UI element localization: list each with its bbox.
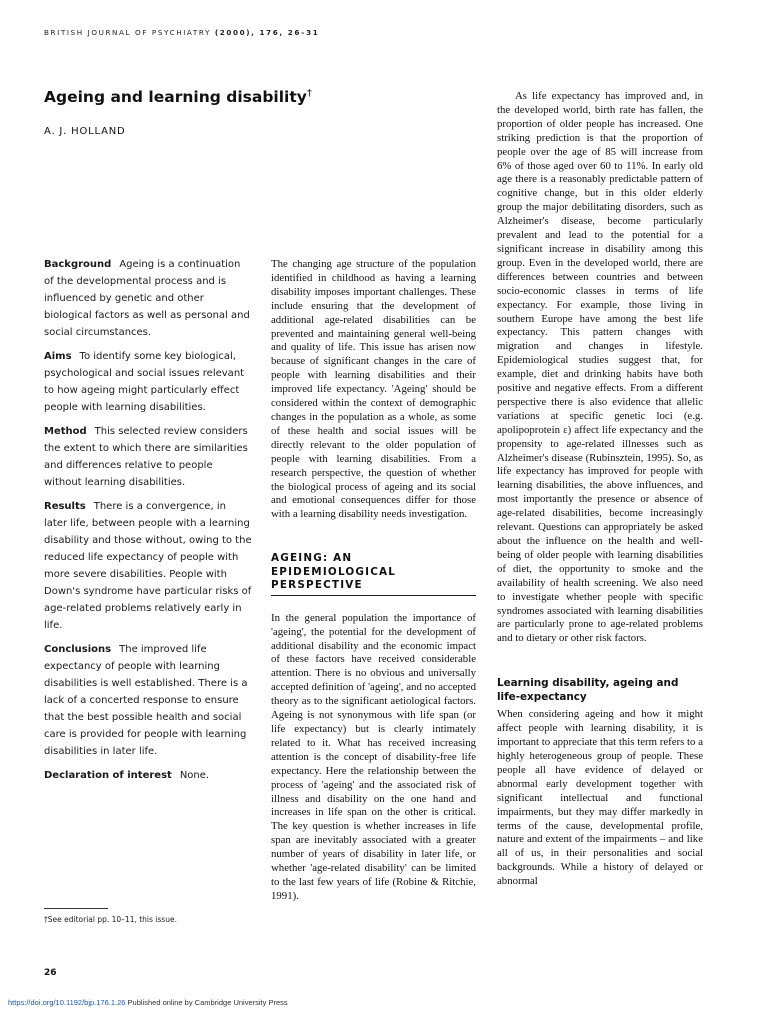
- abstract-conclusions: [44, 641, 252, 760]
- body-paragraph: As life expectancy has improved and, in the developed world, birth rate has fallen, the proportion of older people has increased. One striking prediction is that the proportion of people over the age of 85 will increase from 6% of those aged over 60 to 11%. In early old age there is a reasonably predictable pattern of cognitive change, but in this older elderly group the major debilitating disorders, such as Alzheimer's disease, become particularly prevalent and lead to the potential for a significant increase in disability among this group. Even in the developed world, there are differences between countries and between socio-economic classes in terms of life expectancy. For example, those living in southern Europe have among the best life expectancy. This pattern changes with migration and changes in lifestyle. Epidemiological studies suggest that, for example, diet and drinking habits have both positive and negative effects. From a different perspective there is also evidence that allelic variations at specific genetic loci (e.g. apolipoprotein ε) affect life expectancy and the propensity to age-related illnesses such as Alzheimer's disease (Rubinsztein, 1995). So, as life expectancy has improved for people with learning disabilities, the above influences, and most importantly the presence or absence of age-related disabilities, become increasingly relevant. Questions can appropriately be asked about the influence on the health and well-being of older people with learning disabilities of diet, the opportunity to smoke and the availability of health screening. We also need to investigate whether people with specific syndromes associated with learning disabilities are particularly prone to age-related problems and to dietary or other risk factors.: [497, 90, 703, 645]
- journal-citation: (2000), 176, 26–31: [214, 28, 320, 37]
- body-paragraph: When considering ageing and how it might affect people with learning disability, it is important to appreciate that this term refers to a highly heterogeneous group of people. These people all have evidence of delayed or abnormal early development together with significant intellectual and functional impairments, but they may differ markedly in terms of the cause, developmental profile, nature and extent of the impairments – and like all of us, in their personalities and social backgrounds. While a history of delayed or abnormal: [497, 708, 703, 888]
- abstract-label: Results: [44, 501, 86, 512]
- journal-name: BRITISH JOURNAL OF PSYCHIATRY: [44, 28, 212, 37]
- body-paragraph: In the general population the importance of 'ageing', the potential for the development of additional disability and the economic impact of these factors have received considerable attention. There is no obvious and universally accepted definition of 'ageing', and no accepted theory as to the significant aetiological factors. Ageing is not synonymous with life span (or life expectancy) but is clearly intimately related to it. What has received increasing attention is the concept of disability-free life expectancy. Here the relationship between the process of 'ageing' and the associated risk of illness and disability on the one hand and increases in life span on the other is critical. The key question is whether increases in life span are inevitably associated with a greater number of years of disability in later life, or whether 'age-related disability' can be limited to the last few years of life (Robine & Ritchie, 1991).: [271, 611, 476, 902]
- abstract-aims: [44, 348, 252, 416]
- footnote-rule: [44, 908, 108, 909]
- subsection-heading-life-expectancy: Learning disability, ageing and life-expectancy: [497, 677, 679, 704]
- abstract-declaration: [44, 767, 252, 784]
- abstract-label: Aims: [44, 351, 72, 362]
- abstract-text: None.: [179, 770, 210, 781]
- abstract-label: Declaration of interest: [44, 770, 172, 781]
- abstract-text: This selected review considers the extent to which there are similarities and differences relative to people without learning disabilities.: [44, 426, 248, 488]
- title-footnote-mark: †: [306, 88, 312, 99]
- abstract-label: Conclusions: [44, 644, 112, 655]
- page-number: 26: [44, 968, 57, 978]
- abstract-text: Ageing is a continuation of the developmental process and is influenced by genetic and other biological factors as well as personal and social circumstances.: [44, 259, 250, 338]
- author-name: A. J. HOLLAND: [44, 126, 126, 137]
- footnote: †See editorial pp. 10–11, this issue.: [44, 915, 177, 924]
- section-heading-epidemiology: AGEING: AN EPIDEMIOLOGICAL PERSPECTIVE: [271, 552, 476, 596]
- abstract-text: To identify some key biological, psychological and social issues relevant to how ageing might particularly effect people with learning disabilities.: [44, 351, 245, 413]
- abstract-background: [44, 256, 252, 341]
- body-column-middle: [271, 258, 476, 904]
- body-column-right: [497, 90, 703, 889]
- doi-line: [8, 998, 288, 1007]
- doi-link[interactable]: https://doi.org/10.1192/bjp.176.1.26: [8, 998, 126, 1007]
- abstract-text: The improved life expectancy of people with learning disabilities is well established. There is a lack of a concerted response to ensure that the best possible health and social care is provided for people with learning disabilities in later life.: [44, 644, 248, 757]
- abstract-label: Background: [44, 259, 112, 270]
- abstract-results: [44, 498, 252, 634]
- article-title-text: Ageing and learning disability: [44, 88, 307, 107]
- abstract-text: There is a convergence, in later life, between people with a learning disability and those without, owing to the reduced life expectancy of people with more severe disabilities. People with Down's syndrome have particular risks of age-related problems relatively early in life.: [44, 501, 252, 631]
- journal-header: [44, 28, 644, 37]
- abstract-label: Method: [44, 426, 87, 437]
- intro-paragraph: The changing age structure of the population identified in childhood as having a learning disability imposes important challenges. These include ensuring that the development of additional age-related disabilities can be prevented and maintaining general well-being and quality of life. This issue has arisen now because of significant changes in the care of people with learning disabilities and their improved life expectancy. 'Ageing' should be considered within the context of demographic changes in the population as a whole, as some of these health and social issues will be directly relevant to the older population of people with learning disabilities. From a research perspective, the question of whether the biological process of ageing and its social and emotional consequences differ for those with a learning disability needs investigation.: [271, 258, 476, 521]
- abstract: [44, 256, 252, 791]
- doi-suffix: Published online by Cambridge University Press: [127, 998, 288, 1007]
- article-title: [44, 88, 464, 106]
- abstract-method: [44, 423, 252, 491]
